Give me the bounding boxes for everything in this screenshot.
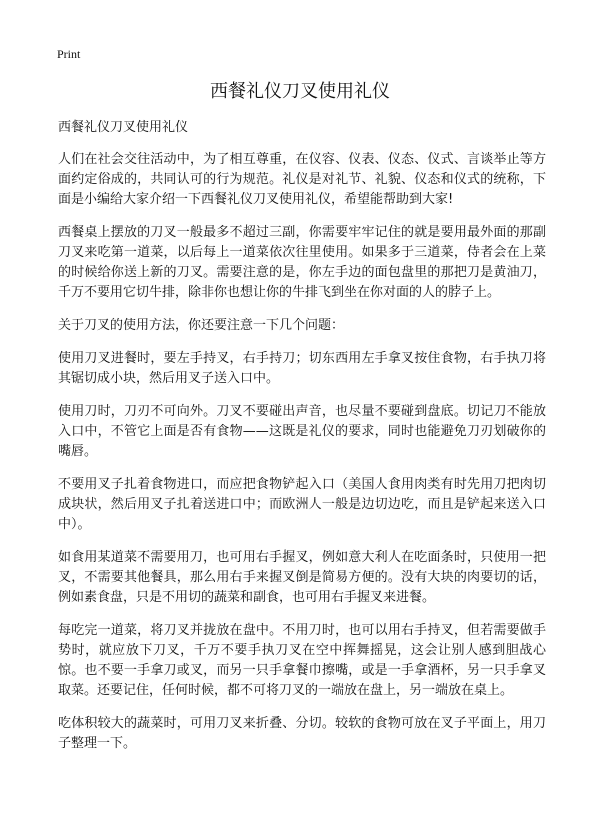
paragraph-knife-use: 使用刀时，刀刃不可向外。刀叉不要碰出声音，也尽量不要碰到盘底。切记刀不能放入口中，不管它上面是否有食物——这既是礼仪的要求，同时也能避免刀刃划破你的嘴唇。 [58, 404, 546, 459]
paragraph-vegetables: 吃体积较大的蔬菜时，可用刀叉来折叠、分切。较软的食物可放在叉子平面上，用刀子整理一下。 [58, 716, 546, 751]
print-link[interactable]: Print [57, 47, 81, 61]
paragraph-hand-position: 使用刀叉进餐时，要左手持叉，右手持刀；切东西用左手拿叉按住食物，右手执刀将其锯切成小块，然后用叉子送入口中。 [58, 351, 546, 386]
paragraph-usage-heading: 关于刀叉的使用方法，你还要注意一下几个问题： [58, 318, 345, 333]
paragraph-after-course: 每吃完一道菜，将刀叉并拢放在盘中。不用刀时，也可以用右手持叉，但若需要做手势时，就应放下刀叉，千万不要手执刀叉在空中挥舞摇晃，这会让别人感到胆战心惊。也不要一手拿刀或叉，而另一只手拿餐巾擦嘴，或是一手拿酒杯，另一只手拿叉取菜。还要记住，任何时候，都不可将刀叉的一端放在盘上，另一端放在桌上。 [58, 623, 546, 698]
paragraph-table-setting: 西餐桌上摆放的刀叉一般最多不超过三副，你需要牢牢记住的就是要用最外面的那副刀叉来吃第一道菜，以后每上一道菜依次往里使用。如果多于三道菜，侍者会在上菜的时候给你送上新的刀叉。需要注意的是，你左手边的面包盘里的那把刀是黄油刀，千万不要用它切牛排，除非你也想让你的牛排飞到坐在你对面的人的脖子上。 [58, 225, 546, 300]
paragraph-intro: 人们在社会交往活动中，为了相互尊重，在仪容、仪表、仪态、仪式、言谈举止等方面约定俗成的，共同认可的行为规范。礼仪是对礼节、礼貌、仪态和仪式的统称，下面是小编给大家介绍一下西餐礼仪刀叉使用礼仪，希望能帮助到大家! [58, 152, 546, 207]
paragraph-fork-use: 不要用叉子扎着食物进口，而应把食物铲起入口（美国人食用肉类有时先用刀把肉切成块状，然后用叉子扎着送进口中；而欧洲人一般是边切边吃，而且是铲起来送入口中）。 [58, 477, 546, 532]
article-subtitle: 西餐礼仪刀叉使用礼仪 [58, 120, 189, 135]
article-body [58, 118, 546, 767]
page-title: 西餐礼仪刀叉使用礼仪 [210, 81, 390, 102]
paragraph-right-hand-fork: 如食用某道菜不需要用刀，也可用右手握叉，例如意大利人在吃面条时，只使用一把叉，不需要其他餐具，那么用右手来握叉倒是简易方便的。没有大块的肉要切的话，例如素食盘，只是不用切的蔬菜和副食，也可用右手握叉来进餐。 [58, 550, 546, 605]
